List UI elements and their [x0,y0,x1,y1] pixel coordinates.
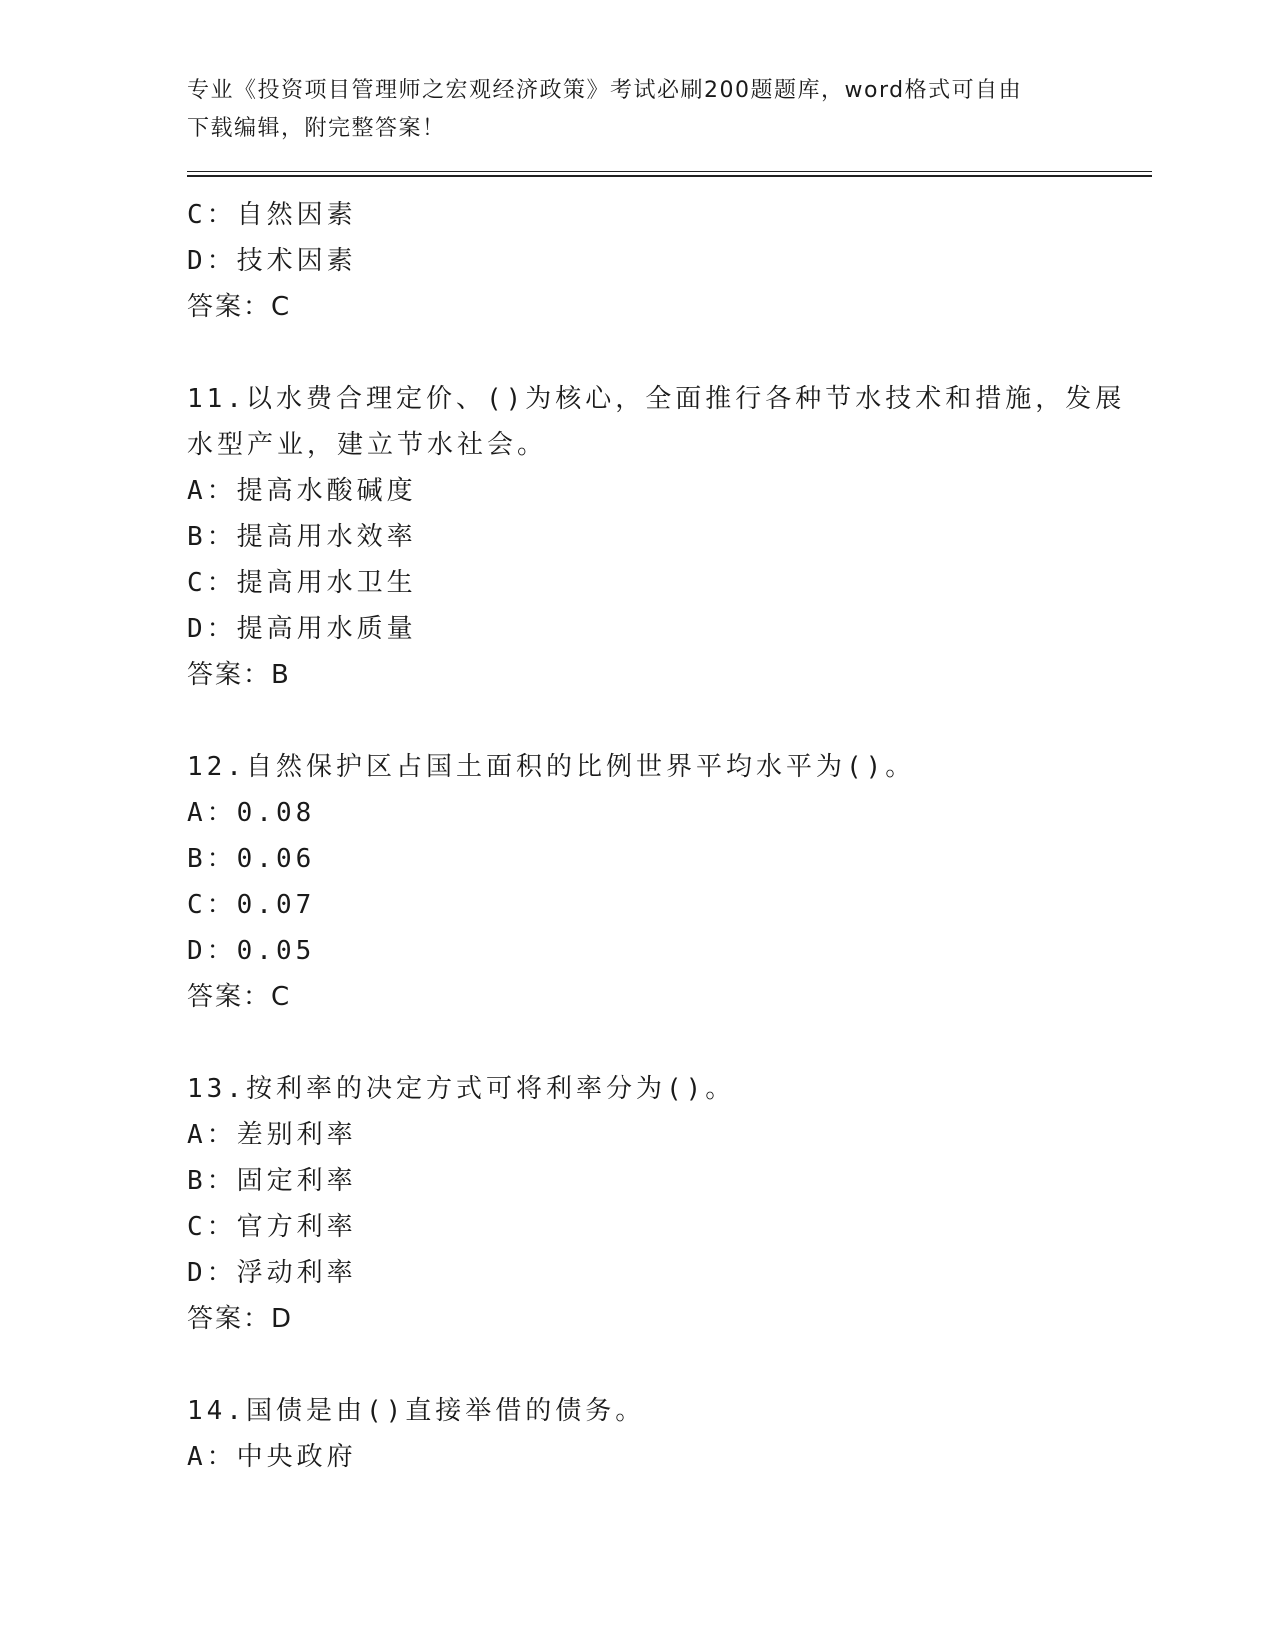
document-header [187,72,1077,148]
answer-line: 答案：B [187,660,291,690]
header-line-2: 下载编辑，附完整答案！ [187,116,446,141]
header-rule-thick [187,175,1152,177]
option-a: A：提高水酸碱度 [187,476,417,506]
answer-line: 答案：D [187,1304,294,1334]
spacer [187,330,1087,376]
option-a: A：中央政府 [187,1442,357,1472]
question-stem-continued: 水型产业，建立节水社会。 [187,430,548,460]
option-c: C：官方利率 [187,1212,357,1242]
header-line-1: 专业《投资项目管理师之宏观经济政策》考试必刷200题题库，word格式可自由 [187,78,1023,103]
option-c: C：提高用水卫生 [187,568,417,598]
option-c: C：自然因素 [187,200,357,230]
header-rule-thin [187,171,1152,172]
question-stem: 12.自然保护区占国土面积的比例世界平均水平为()。 [187,752,916,782]
option-a: A：0.08 [187,798,316,828]
answer-line: 答案：C [187,292,292,322]
spacer [187,1342,1087,1388]
option-b: B：0.06 [187,844,316,874]
option-b: B：固定利率 [187,1166,357,1196]
question-13 [187,1066,1087,1342]
spacer [187,698,1087,744]
spacer [187,1020,1087,1066]
question-list [187,192,1126,1480]
option-d: D：浮动利率 [187,1258,357,1288]
option-d: D：技术因素 [187,246,357,276]
question-11 [187,376,1126,698]
question-stem: 11.以水费合理定价、()为核心，全面推行各种节水技术和措施，发展 [187,384,1126,414]
option-b: B：提高用水效率 [187,522,417,552]
question-stem: 13.按利率的决定方式可将利率分为()。 [187,1074,736,1104]
option-a: A：差别利率 [187,1120,357,1150]
option-d: D：0.05 [187,936,316,966]
question-12 [187,744,1087,1020]
answer-line: 答案：C [187,982,292,1012]
question-10-partial [187,192,1087,330]
option-d: D：提高用水质量 [187,614,417,644]
question-14 [187,1388,1087,1480]
option-c: C：0.07 [187,890,316,920]
question-stem: 14.国债是由()直接举借的债务。 [187,1396,646,1426]
